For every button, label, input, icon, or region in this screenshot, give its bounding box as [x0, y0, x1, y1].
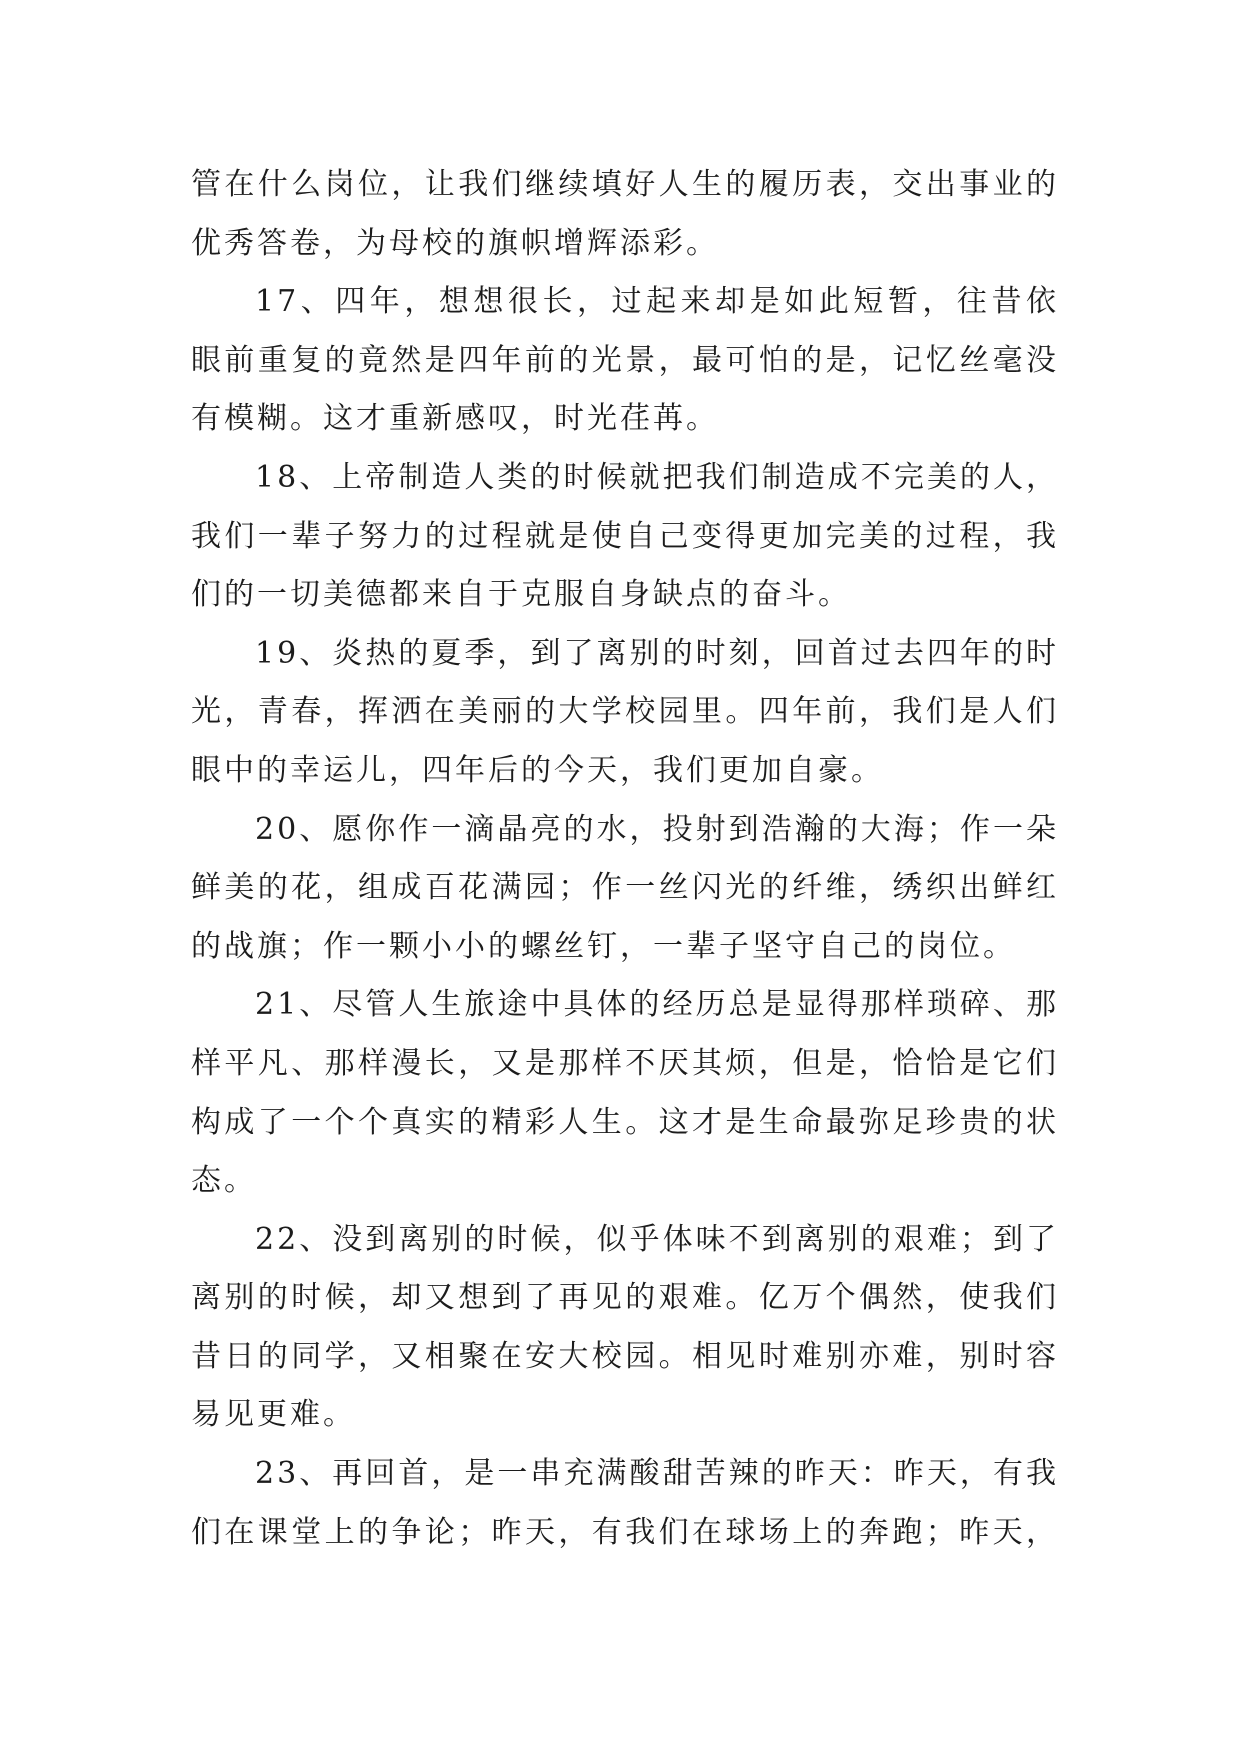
text-line: 易见更难。	[191, 1397, 356, 1433]
text-line: 19、炎热的夏季，到了离别的时刻，回首过去四年的时	[255, 635, 1059, 671]
text-line: 23、再回首，是一串充满酸甜苦辣的昨天：昨天，有我	[255, 1456, 1059, 1492]
paragraph-23	[191, 1445, 1059, 1562]
paragraph-20	[191, 801, 1059, 977]
paragraph-16-continuation	[191, 156, 1059, 273]
text-line: 20、愿你作一滴晶亮的水，投射到浩瀚的大海；作一朵	[255, 811, 1059, 847]
text-line: 有模糊。这才重新感叹，时光荏苒。	[191, 401, 719, 437]
text-line: 我们一辈子努力的过程就是使自己变得更加完美的过程，我	[191, 518, 1059, 554]
text-line: 管在什么岗位，让我们继续填好人生的履历表，交出事业的	[191, 167, 1059, 202]
text-line: 17、四年，想想很长，过起来却是如此短暂，往昔依	[255, 284, 1059, 320]
paragraph-18	[191, 449, 1059, 625]
paragraph-21	[191, 976, 1059, 1210]
text-line: 鲜美的花，组成百花满园；作一丝闪光的纤维，绣织出鲜红	[191, 870, 1059, 906]
text-line: 离别的时候，却又想到了再见的艰难。亿万个偶然，使我们	[191, 1280, 1059, 1316]
text-line: 眼前重复的竟然是四年前的光景，最可怕的是，记忆丝毫没	[191, 342, 1059, 378]
text-line: 构成了一个个真实的精彩人生。这才是生命最弥足珍贵的状	[191, 1104, 1059, 1140]
text-line: 们的一切美德都来自于克服自身缺点的奋斗。	[191, 577, 851, 613]
text-line: 态。	[191, 1163, 257, 1199]
paragraph-17	[191, 273, 1059, 449]
paragraph-19	[191, 625, 1059, 801]
text-line: 昔日的同学，又相聚在安大校园。相见时难别亦难，别时容	[191, 1338, 1059, 1374]
text-line: 22、没到离别的时候，似乎体味不到离别的艰难；到了	[255, 1221, 1059, 1257]
text-line: 21、尽管人生旅途中具体的经历总是显得那样琐碎、那	[255, 987, 1059, 1023]
text-line: 眼中的幸运儿，四年后的今天，我们更加自豪。	[191, 752, 884, 788]
text-line: 们在课堂上的争论；昨天，有我们在球场上的奔跑；昨天，	[191, 1514, 1059, 1550]
text-line: 光，青春，挥洒在美丽的大学校园里。四年前，我们是人们	[191, 694, 1059, 730]
text-line: 优秀答卷，为母校的旗帜增辉添彩。	[191, 225, 719, 261]
document-body	[191, 156, 1059, 1562]
text-line: 样平凡、那样漫长，又是那样不厌其烦，但是，恰恰是它们	[191, 1045, 1059, 1081]
text-line: 18、上帝制造人类的时候就把我们制造成不完美的人，	[255, 459, 1059, 495]
text-line: 的战旗；作一颗小小的螺丝钉，一辈子坚守自己的岗位。	[191, 928, 1016, 964]
paragraph-22	[191, 1211, 1059, 1445]
